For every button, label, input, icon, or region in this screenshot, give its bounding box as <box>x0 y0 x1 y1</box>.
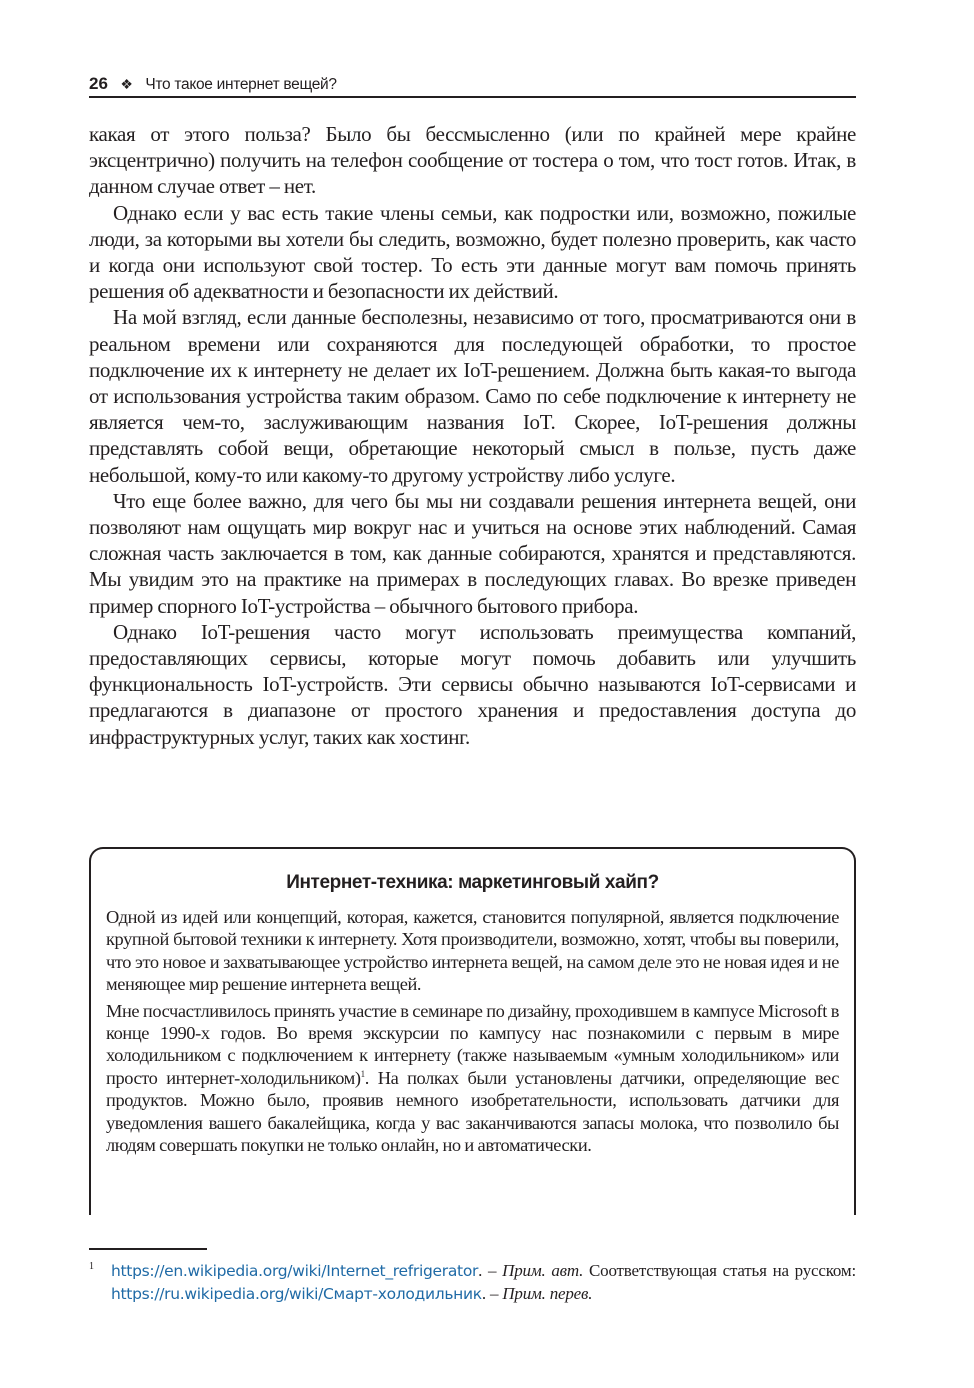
footnote-body <box>111 1260 856 1305</box>
paragraph: какая от этого польза? Было бы бессмысленно (или по крайней мере крайне эксцентрично) получить на телефон сообщение от тостера о том, что тост готов. Итак, в данном случае ответ – нет. <box>89 122 856 199</box>
sidebar-text-span: . На полках были установлены датчики, определяющие вес продуктов. Можно было, проявив немного изобретательности, использовать датчики для уведомления вашего бакалейщика, когда у вас заканчиваются запасы молока, что позволило бы людям совершать покупки не только онлайн, но и автоматически. <box>106 1067 839 1156</box>
footnote-text: . – <box>478 1261 503 1280</box>
footnote-reference[interactable]: 1 <box>360 1068 365 1079</box>
footnote-divider <box>89 1248 207 1250</box>
footnote-number: 1 <box>89 1261 94 1272</box>
footnote-text: . – <box>481 1283 503 1303</box>
author-note-label: Прим. авт. <box>502 1261 584 1280</box>
running-header <box>89 72 856 98</box>
footnote-link-ru[interactable]: https://ru.wikipedia.org/wiki/Смарт-холодильник <box>111 1284 482 1303</box>
main-text <box>89 121 856 750</box>
paragraph: Что еще более важно, для чего бы мы ни создавали решения интернета вещей, они позволяют нам ощущать мир вокруг нас и учиться на основе этих наблюдений. Самая сложная часть заключается в том, как данные собираются, хранятся и представляются. Мы увидим это на практике на примерах в последующих главах. Во врезке приведен пример спорного IoT-устройства – обычного бытового прибора. <box>89 488 856 618</box>
ornament-icon: ❖ <box>120 76 133 92</box>
sidebar-text-span: Мне посчастливилось принять участие в семинаре по дизайну, проходившем в кампусе Microsoft в конце 1990-х годов. Во время экскурсии по кампусу нас познакомили с первым в мире холодильником с подключением к интернету (также называемым «умным холодильником» или просто интернет-холодильником) <box>106 1000 839 1088</box>
footnote <box>89 1260 856 1305</box>
footnote-link-en[interactable]: https://en.wikipedia.org/wiki/Internet_refrigerator <box>111 1262 479 1280</box>
sidebar-box <box>89 847 856 1215</box>
translator-note-label: Прим. перев. <box>502 1283 593 1303</box>
paragraph: Однако если у вас есть такие члены семьи, как подростки или, возможно, пожилые люди, за которыми вы хотели бы следить, возможно, будет полезно проверить, как часто и когда они используют свой тостер. То есть эти данные могут вам помочь принять решения об адекватности и безопасности их действий. <box>89 200 856 304</box>
sidebar-paragraph <box>106 1000 839 1157</box>
sidebar-text <box>106 906 839 1160</box>
paragraph: На мой взгляд, если данные бесполезны, независимо от того, просматриваются они в реальном времени или сохраняются для последующей обработки, то простое подключение их к интернету не делает их IoT-решением. Должна быть какая-то выгода от использования устройства таким образом. Само по себе подключение к интернету не является чем-то, заслуживающим названия IoT. Скорее, IoT-решения должны представлять собой вещи, обретающие некоторый смысл в пользе, пусть даже небольшой, кому-то или какому-то другому устройству либо услуге. <box>89 305 856 487</box>
chapter-title: Что такое интернет вещей? <box>145 76 337 93</box>
paragraph: Однако IoT-решения часто могут использовать преимущества компаний, предоставляющих сервисы, которые могут помочь добавить или улучшить функциональность IoT-устройств. Эти сервисы обычно называются IoT-сервисами и предлагаются в диапазоне от простого хранения и предоставления доступа до инфраструктурных услуг, таких как хостинг. <box>89 619 856 749</box>
sidebar-paragraph: Одной из идей или концепций, которая, кажется, становится популярной, является подключение крупной бытовой техники к интернету. Хотя производители, возможно, хотят, чтобы вы поверили, что это новое и захватывающее устройство интернета вещей, на самом деле это не новая идея и не меняющее мир решение интернета вещей. <box>106 907 839 995</box>
sidebar-title: Интернет-техника: маркетинговый хайп? <box>286 872 659 893</box>
footnote-text: Соответствующая статья на русском: <box>583 1261 856 1280</box>
page-number: 26 <box>89 74 108 93</box>
